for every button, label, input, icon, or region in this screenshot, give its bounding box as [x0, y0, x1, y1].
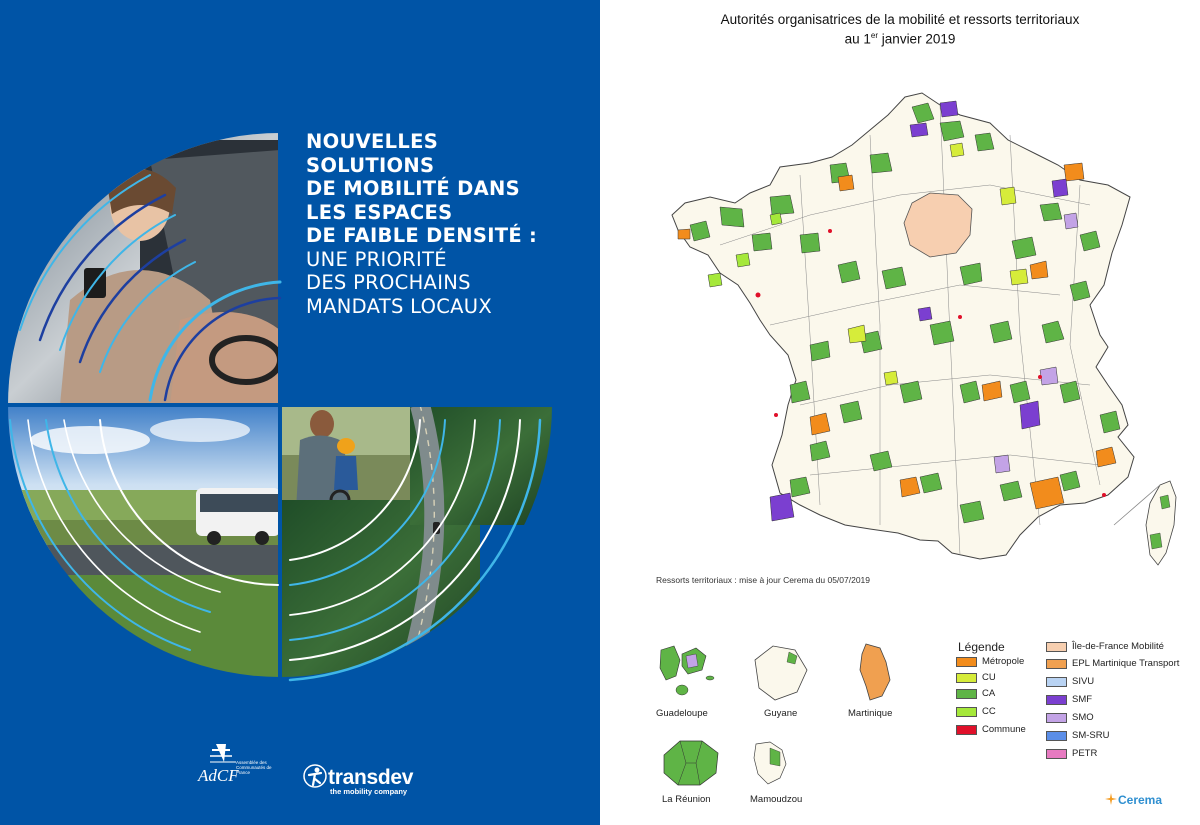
guyane-map — [745, 640, 815, 705]
legend-swatch — [956, 707, 977, 717]
smf-zone — [910, 123, 928, 137]
legend-swatch — [1046, 749, 1067, 759]
legend-label: CU — [982, 672, 996, 683]
smo-zone — [1040, 367, 1058, 385]
title-line: LES ESPACES — [306, 200, 453, 224]
title-line: DE MOBILITÉ DANS — [306, 177, 520, 200]
smf-zone — [1052, 179, 1068, 197]
adcf-logo-subtitle: Assemblée des Communautés de France — [236, 760, 272, 775]
legend-label: CC — [982, 706, 996, 717]
legend-label: EPL Martinique Transport — [1072, 658, 1180, 669]
ca-zone — [770, 195, 794, 215]
adcf-logo-text: AdCF — [198, 766, 239, 785]
ca-zone — [720, 207, 744, 227]
corsica-ca-zone — [1150, 533, 1162, 549]
ca-zone — [1040, 203, 1062, 221]
commune-zone — [774, 413, 778, 417]
mamoudzou-map — [742, 738, 806, 790]
metropole-zone — [1064, 163, 1084, 181]
map-title-line2 — [600, 28, 1200, 48]
cover-title — [306, 130, 596, 318]
metropole-zone — [838, 175, 854, 191]
ca-zone — [690, 221, 710, 241]
legend-label: SM-SRU — [1072, 730, 1110, 741]
cerema-logo-icon — [1105, 793, 1117, 805]
map-title-line1: Autorités organisatrices de la mobilité et ressorts territoriaux — [720, 12, 1080, 27]
martinique-map — [846, 640, 906, 705]
legend-label: SMO — [1072, 712, 1094, 723]
ca-zone — [990, 321, 1012, 343]
title-line: NOUVELLES — [306, 130, 439, 153]
ca-zone — [960, 263, 982, 285]
guadeloupe-map — [656, 640, 726, 705]
guyane-label: Guyane — [764, 708, 798, 719]
cc-zone — [708, 273, 722, 287]
legend-title: Légende — [958, 640, 1005, 654]
ca-zone — [1080, 231, 1100, 251]
map-title-line2-post: janvier 2019 — [878, 31, 956, 47]
ca-zone — [1060, 471, 1080, 491]
legend-swatch — [1046, 695, 1067, 705]
ca-zone — [882, 267, 906, 289]
legend-swatch — [1046, 731, 1067, 741]
smf-zone — [918, 307, 932, 321]
cc-zone — [770, 213, 782, 225]
title-line: DE FAIBLE DENSITÉ : — [306, 224, 538, 247]
commune-zone — [1038, 375, 1042, 379]
smf-zone — [1020, 401, 1040, 429]
legend-swatch — [956, 657, 977, 667]
map-title-line2-sup: er — [870, 31, 879, 40]
transdev-logo-icon — [303, 763, 327, 789]
cu-zone — [1010, 269, 1028, 285]
transdev-tagline: the mobility company — [330, 787, 408, 796]
map-page — [600, 0, 1200, 825]
cu-zone — [884, 371, 898, 385]
cu-zone — [1000, 187, 1016, 205]
commune-zone — [828, 229, 832, 233]
corsica-ca-zone — [1160, 495, 1170, 509]
ca-zone — [900, 381, 922, 403]
update-note: Ressorts territoriaux : mise à jour Cerema du 05/07/2019 — [656, 575, 871, 585]
legend-swatch — [956, 673, 977, 683]
martinique-label: Martinique — [848, 708, 893, 719]
legend-swatch — [956, 725, 977, 735]
ca-zone — [1070, 281, 1090, 301]
legend-label: SMF — [1072, 694, 1093, 705]
cc-zone — [736, 253, 750, 267]
smo-zone — [1064, 213, 1078, 229]
ca-zone — [870, 153, 892, 173]
legend-label: SIVU — [1072, 676, 1095, 687]
legend-swatch — [1046, 677, 1067, 687]
legend-label: Commune — [982, 724, 1026, 735]
smo-zone — [994, 455, 1010, 473]
title-line: SOLUTIONS — [306, 153, 435, 177]
map-title-line2-pre: au 1 — [844, 31, 871, 47]
ca-zone — [840, 401, 862, 423]
ca-zone — [838, 261, 860, 283]
commune-zone — [958, 315, 962, 319]
la-reunion-label: La Réunion — [662, 794, 711, 805]
title-line: MANDATS LOCAUX — [306, 294, 493, 318]
legend-swatch — [956, 689, 977, 699]
ca-zone — [960, 501, 984, 523]
title-line: UNE PRIORITÉ — [306, 247, 447, 271]
commune-zone — [1102, 493, 1106, 497]
title-line: DES PROCHAINS — [306, 271, 471, 294]
legend-label: Métropole — [982, 656, 1025, 667]
ca-zone — [1012, 237, 1036, 259]
commune-zone — [756, 293, 761, 298]
metropole-zone — [1030, 477, 1064, 509]
ca-zone — [800, 233, 820, 253]
cu-zone — [950, 143, 964, 157]
la-reunion-map — [656, 735, 726, 791]
legend-swatch — [1046, 713, 1067, 723]
ca-zone — [930, 321, 954, 345]
smf-zone — [940, 101, 958, 117]
transdev-logo-text: transdev — [328, 766, 414, 789]
smf-zone — [770, 493, 794, 521]
legend-label: PETR — [1072, 748, 1098, 759]
mamoudzou-label: Mamoudzou — [750, 794, 803, 805]
metropole-zone — [678, 229, 690, 239]
legend-label: CA — [982, 688, 996, 699]
france-map — [660, 85, 1180, 575]
map-title — [600, 12, 1200, 48]
cerema-credit: Cerema — [1118, 793, 1163, 807]
guadeloupe-label: Guadeloupe — [656, 708, 708, 719]
legend-label: Île-de-France Mobilité — [1072, 641, 1164, 652]
ca-zone — [752, 233, 772, 251]
legend-swatch — [1046, 659, 1067, 669]
legend-swatch — [1046, 642, 1067, 652]
